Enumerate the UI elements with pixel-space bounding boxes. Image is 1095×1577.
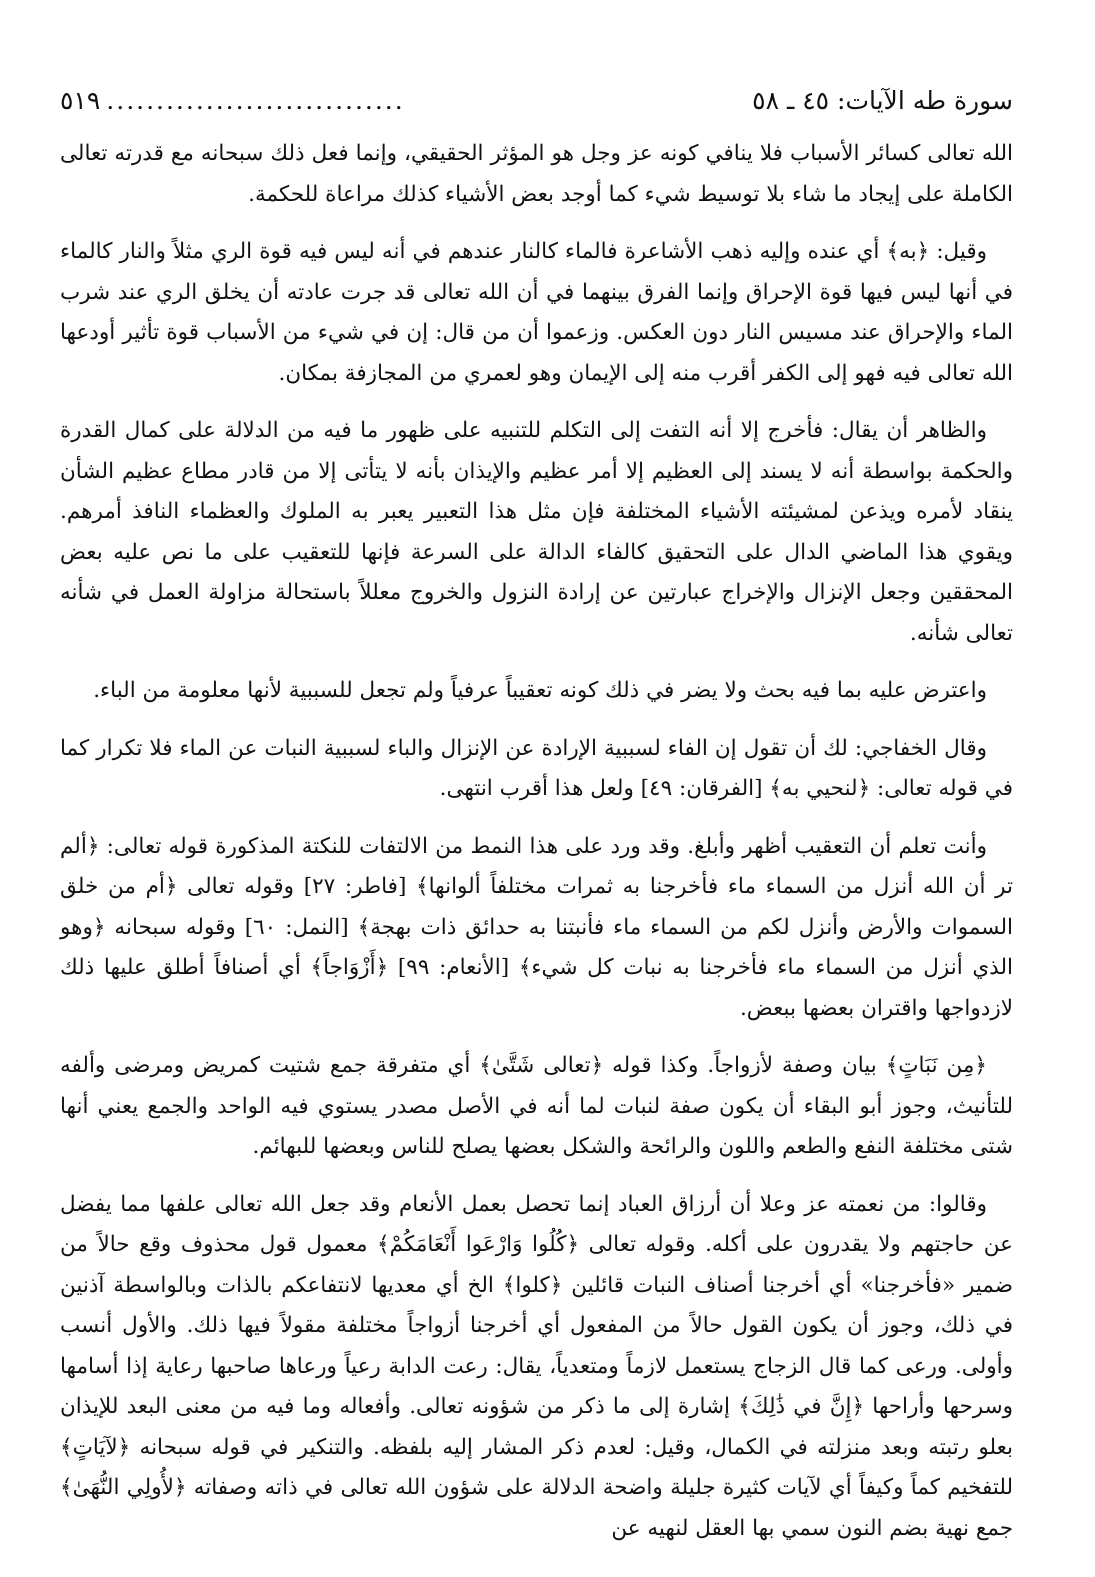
body-text xyxy=(60,134,1013,1549)
paragraph-5: وقال الخفاجي: لك أن تقول إن الفاء لسببية الإرادة عن الإنزال والباء لسببية النبات عن الماء فلا تكرار كما في قوله تعالى: ﴿لنحيي به﴾ [الفرقان: ٤٩] ولعل هذا أقرب انتهى. xyxy=(60,735,1013,801)
paragraph-4: واعترض عليه بما فيه بحث ولا يضر في ذلك كونه تعقيباً عرفياً ولم تجعل للسببية لأنها معلومة من الباء. xyxy=(93,678,987,703)
paragraph-8: وقالوا: من نعمته عز وعلا أن أرزاق العباد إنما تحصل بعمل الأنعام وقد جعل الله تعالى علفها مما يفضل عن حاجتهم ولا يقدرون على أكله. وقوله تعالى ﴿كُلُوا وَارْعَوا أَنْعَامَكُمْ﴾ معمول قول محذوف وقع حالاً من ضمير «فأخرجنا» أي أخرجنا أصناف النبات قائلين ﴿كلوا﴾ الخ أي معديها لانتفاعكم بالذات وبالواسطة آذنين في ذلك، وجوز أن يكون القول حالاً من المفعول أي أخرجنا أزواجاً مختلفة مقولاً فيها ذلك. والأول أنسب وأولى. ورعى كما قال الزجاج يستعمل لازماً ومتعدياً، يقال: رعت الدابة رعياً ورعاها صاحبها رعاية إذا أسامها وسرحها وأراحها ﴿إِنَّ في ذَٰلِكَ﴾ إشارة إلى ما ذكر من شؤونه تعالى. وأفعاله وما فيه من معنى البعد للإيذان بعلو رتبته وبعد منزلته في الكمال، وقيل: لعدم ذكر المشار إليه بلفظه. والتنكير في قوله سبحانه ﴿لآيَاتٍ﴾ للتفخيم كماً وكيفاً أي لآيات كثيرة جليلة واضحة الدلالة على شؤون الله تعالى في ذاته وصفاته ﴿لأُولِي النُّهَىٰ﴾ جمع نهية بضم النون سمي بها العقل لنهيه عن xyxy=(60,1191,1013,1541)
paragraph-3: والظاهر أن يقال: فأخرج إلا أنه التفت إلى التكلم للتنبيه على ظهور ما فيه من الدلالة على كمال القدرة والحكمة بواسطة أنه لا يسند إلى العظيم إلا أمر عظيم والإيذان بأنه لا يتأتى إلا من قادر مطاع عظيم الشأن ينقاد لأمره ويذعن لمشيئته الأشياء المختلفة فإن مثل هذا التعبير يعبر به الملوك والعظماء النافذ أمرهم. ويقوي هذا الماضي الدال على التحقيق كالفاء الدالة على السرعة فإنها للتعقيب على ما نص عليه بعض المحققين وجعل الإنزال والإخراج عبارتين عن إرادة النزول والخروج معللاً باستحالة مزاولة العمل في شأنه تعالى شأنه. xyxy=(60,418,1013,646)
paragraph-2: وقيل: ﴿به﴾ أي عنده وإليه ذهب الأشاعرة فالماء كالنار عندهم في أنه ليس فيه قوة الري مثلاً والنار كالماء في أنها ليس فيها قوة الإحراق وإنما الفرق بينهما في أن الله تعالى قد جرت عادته أن يخلق الري عند شرب الماء والإحراق عند مسيس النار دون العكس. وزعموا أن من قال: إن في شيء من الأسباب قوة تأثير أودعها الله تعالى فيه فهو إلى الكفر أقرب منه إلى الإيمان وهو لعمري من المجازفة بمكان. xyxy=(60,239,1013,386)
paragraph-1: الله تعالى كسائر الأسباب فلا ينافي كونه عز وجل هو المؤثر الحقيقي، وإنما فعل ذلك سبحانه مع قدرته تعالى الكاملة على إيجاد ما شاء بلا توسيط شيء كما أوجد بعض الأشياء كذلك مراعاة للحكمة. xyxy=(60,141,1013,207)
running-header xyxy=(60,86,1013,126)
page-number: ٥١٩ xyxy=(60,86,101,115)
paragraph-6: وأنت تعلم أن التعقيب أظهر وأبلغ. وقد ورد على هذا النمط من الالتفات للنكتة المذكورة قوله تعالى: ﴿ألم تر أن الله أنزل من السماء ماء فأخرجنا به ثمرات مختلفاً ألوانها﴾ [فاطر: ٢٧] وقوله تعالى ﴿أم من خلق السموات والأرض وأنزل لكم من السماء ماء فأنبتنا به حدائق ذات بهجة﴾ [النمل: ٦٠] وقوله سبحانه ﴿وهو الذي أنزل من السماء ماء فأخرجنا به نبات كل شيء﴾ [الأنعام: ٩٩] ﴿أَزْوَاجاً﴾ أي أصنافاً أطلق عليها ذلك لازدواجها واقتران بعضها ببعض. xyxy=(60,833,1014,1021)
surah-title: سورة طه الآيات: ٤٥ ـ ٥٨ xyxy=(752,86,1013,115)
header-dot-leader: .............................. xyxy=(106,86,405,115)
paragraph-7: ﴿مِن نَبَاتٍ﴾ بيان وصفة لأزواجاً. وكذا قوله ﴿تعالى شَتَّىٰ﴾ أي متفرقة جمع شتيت كمريض ومرضى وألفه للتأنيث، وجوز أبو البقاء أن يكون صفة لنبات لما أنه في الأصل مصدر يستوي فيه الواحد والجمع يعني أنها شتى مختلفة النفع والطعم واللون والرائحة والشكل بعضها يصلح للناس وبعضها للبهائم. xyxy=(60,1053,1013,1159)
